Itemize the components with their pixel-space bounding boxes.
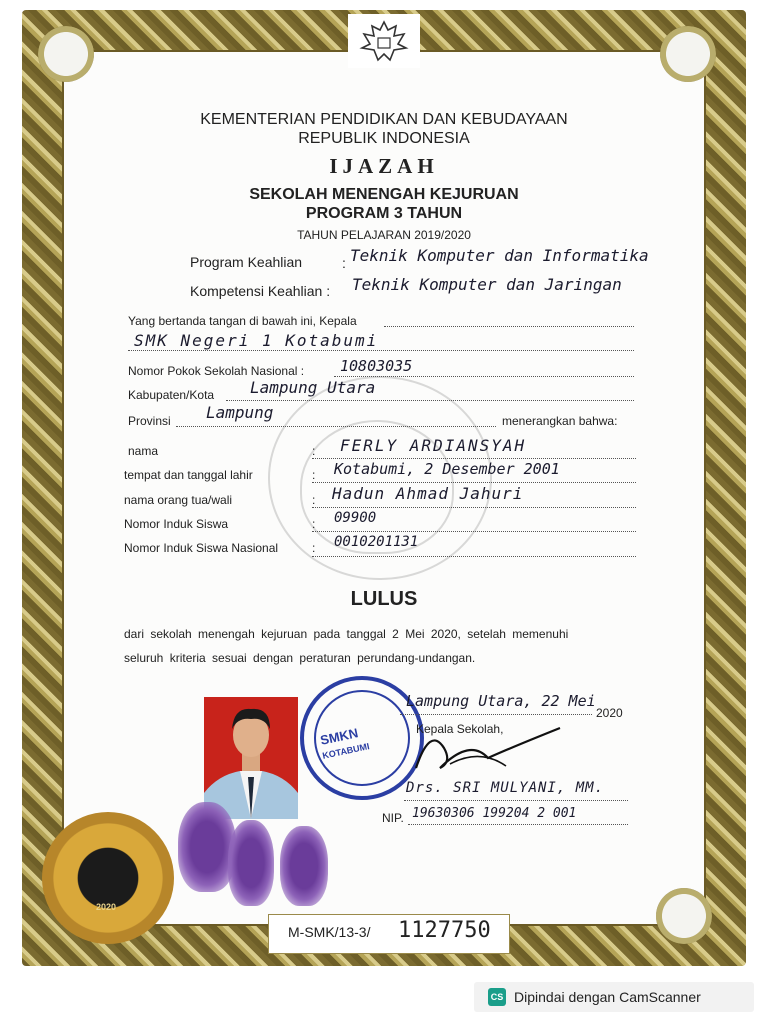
- program-keahlian-value: Teknik Komputer dan Informatika: [350, 246, 649, 265]
- academic-year: TAHUN PELAJARAN 2019/2020: [297, 228, 471, 242]
- corner-ornament-icon: [660, 26, 716, 82]
- republic-title: REPUBLIK INDONESIA: [298, 130, 470, 147]
- provinsi-value: Lampung: [206, 403, 274, 422]
- student-photo: [204, 697, 298, 819]
- nama-label: nama: [128, 444, 159, 458]
- result-line-1: dari sekolah menengah kejuruan pada tanggal 2 Mei 2020, setelah memenuhi: [124, 627, 569, 641]
- kabupaten-label: Kabupaten/Kota: [128, 388, 215, 402]
- garuda-emblem-icon: [348, 14, 420, 68]
- school-medallion-icon: [42, 812, 174, 944]
- ministry-title: KEMENTERIAN PENDIDIKAN DAN KEBUDAYAAN: [200, 111, 568, 128]
- nis-value: 09900: [334, 510, 377, 526]
- orang-tua-value: Hadun Ahmad Jahuri: [332, 484, 524, 503]
- menerangkan-text: menerangkan bahwa:: [502, 414, 618, 428]
- seal-center-text: SMKN: [318, 725, 360, 748]
- tempat-tanggal-lahir-value: Kotabumi, 2 Desember 2001: [334, 460, 560, 478]
- serial-prefix: M-SMK/13-3/: [288, 924, 371, 940]
- program-duration-title: PROGRAM 3 TAHUN: [305, 205, 463, 222]
- signature-role: Kepala Sekolah,: [416, 722, 504, 736]
- medallion-year: 2020: [96, 902, 117, 912]
- seal-sub-text: KOTABUMI: [321, 741, 371, 761]
- nip-value: 19630306 199204 2 001: [412, 806, 577, 821]
- signature-year: 2020: [596, 706, 623, 720]
- orang-tua-label: nama orang tua/wali: [124, 493, 233, 507]
- npsn-label: Nomor Pokok Sekolah Nasional :: [128, 364, 305, 378]
- document-title: IJAZAH: [329, 154, 439, 178]
- nis-label: Nomor Induk Siswa: [124, 517, 229, 531]
- camscanner-label: Dipindai dengan CamScanner: [514, 989, 701, 1005]
- kompetensi-keahlian-value: Teknik Komputer dan Jaringan: [352, 275, 622, 294]
- corner-ornament-icon: [38, 26, 94, 82]
- corner-ornament-icon: [656, 888, 712, 944]
- school-type-title: SEKOLAH MENENGAH KEJURUAN: [249, 186, 519, 203]
- fingerprint-icon: [178, 802, 236, 892]
- serial-number: 1127750: [398, 918, 491, 943]
- program-keahlian-label: Program Keahlian: [190, 254, 303, 270]
- fingerprint-icon: [228, 820, 274, 906]
- kompetensi-keahlian-label: Kompetensi Keahlian :: [190, 283, 331, 299]
- intro-text: Yang bertanda tangan di bawah ini, Kepala: [128, 314, 357, 328]
- nisn-label: Nomor Induk Siswa Nasional: [124, 541, 279, 555]
- result-line-2: seluruh kriteria sesuai dengan peraturan perundang-undangan.: [124, 651, 476, 665]
- nisn-value: 0010201131: [334, 534, 419, 550]
- nama-value: FERLY ARDIANSYAH: [340, 436, 527, 455]
- nip-label: NIP.: [382, 811, 404, 825]
- camscanner-icon: CS: [488, 988, 506, 1006]
- provinsi-label: Provinsi: [128, 414, 171, 428]
- npsn-value: 10803035: [340, 357, 413, 375]
- signatory-name: Drs. SRI MULYANI, MM.: [406, 780, 605, 796]
- result-status: LULUS: [350, 588, 418, 610]
- handwritten-signature-icon: [410, 718, 570, 780]
- tempat-tanggal-lahir-label: tempat dan tanggal lahir: [124, 468, 253, 482]
- signature-place-date: Lampung Utara, 22 Mei: [406, 692, 596, 710]
- school-name-value: SMK Negeri 1 Kotabumi: [134, 331, 379, 350]
- kabupaten-value: Lampung Utara: [250, 378, 376, 397]
- fingerprint-icon: [280, 826, 328, 906]
